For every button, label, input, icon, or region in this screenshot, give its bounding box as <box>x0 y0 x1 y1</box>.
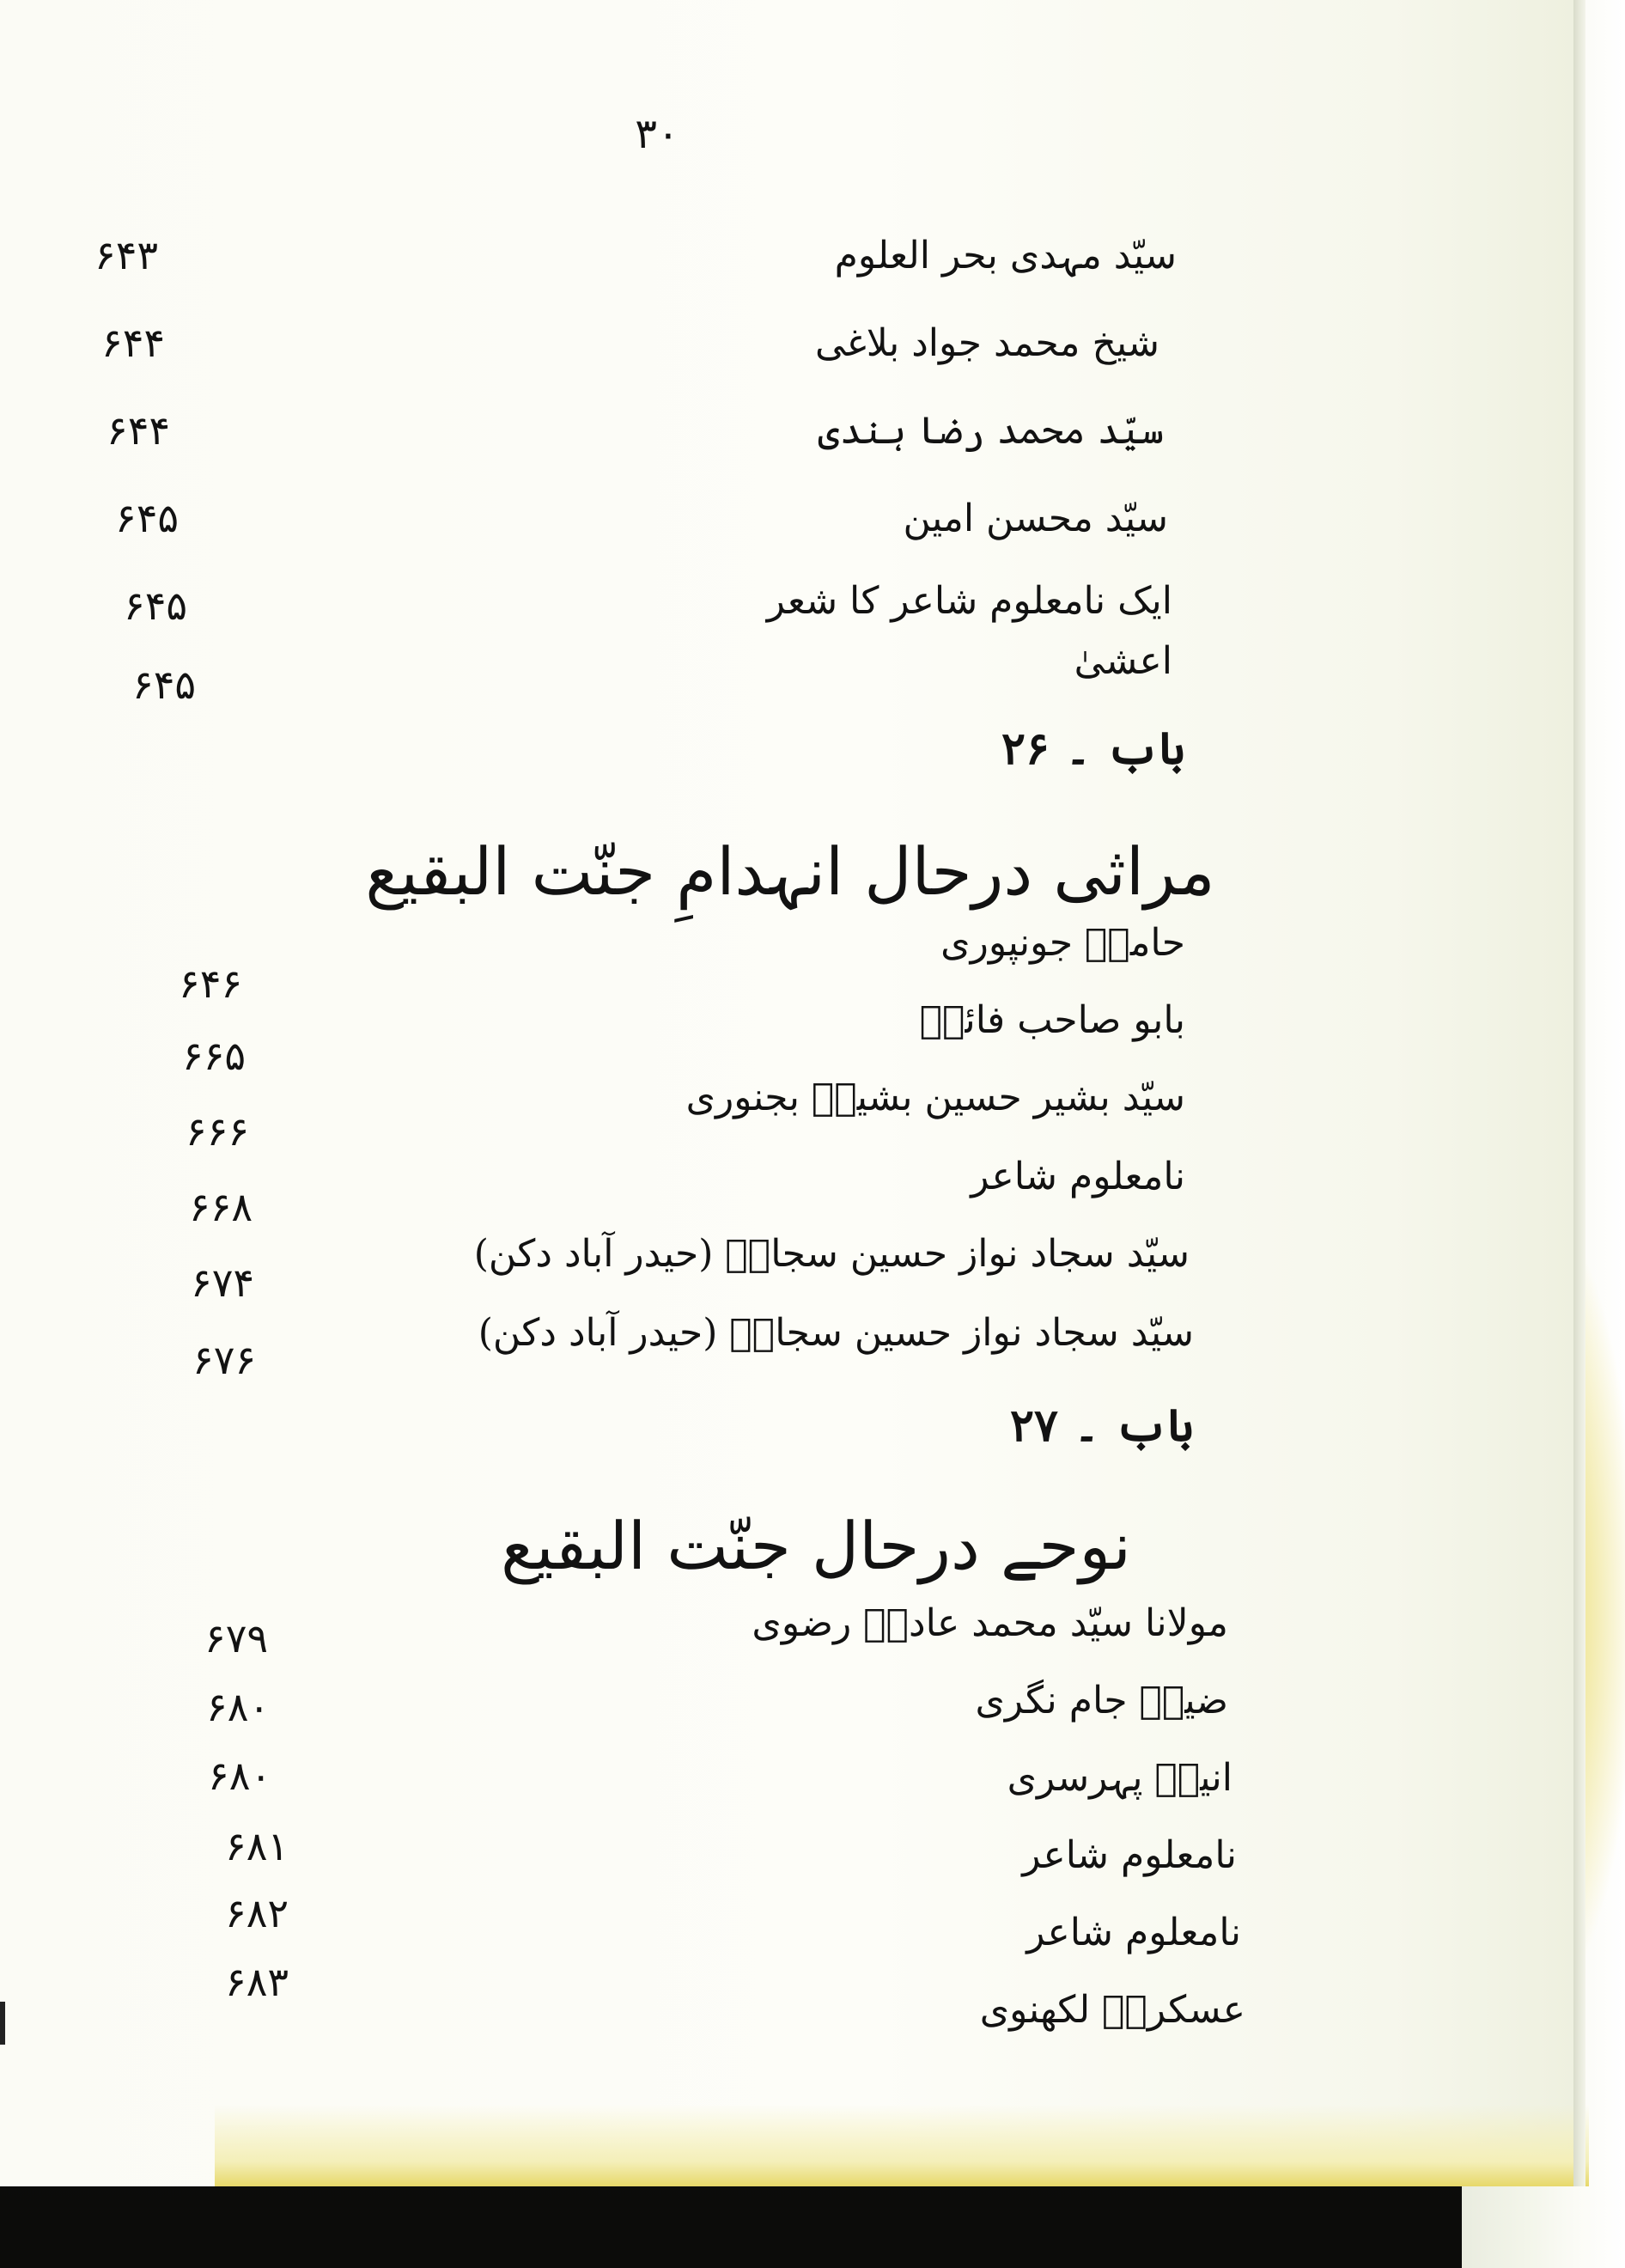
toc-entry-page: ۶۴۶ <box>179 960 243 1007</box>
chapter-label: باب ۔ ۲۶ <box>1001 722 1185 775</box>
chapter-heading: نوحے درحال جنّت البقیع <box>501 1508 1131 1584</box>
margin-mark <box>0 2002 5 2045</box>
toc-entry-page: ۶۶۶ <box>186 1108 250 1155</box>
toc-entry-page: ۶۷۶ <box>192 1337 257 1383</box>
toc-entry-page: ۶۶۸ <box>189 1184 253 1230</box>
toc-entry-title: اعشیٰ <box>1074 639 1172 683</box>
toc-entry-page: ۶۴۴ <box>107 407 171 454</box>
toc-entry-page: ۶۴۵ <box>115 495 180 541</box>
toc-entry-page: ۶۸۰ <box>208 1753 272 1799</box>
toc-entry-page: ۶۸۰ <box>206 1684 271 1730</box>
chapter-heading: مراثی درحال انہدامِ جنّت البقیع <box>365 833 1215 910</box>
toc-entry-page: ۶۶۵ <box>182 1033 246 1079</box>
toc-entry-title: سیّد مہدی بحر العلوم <box>834 234 1177 277</box>
page-spine-strip <box>1573 0 1585 2186</box>
toc-entry-page: ۶۷۹ <box>204 1615 269 1661</box>
toc-entry-page: ۶۸۳ <box>225 1959 289 2005</box>
toc-entry-title: عسکریؔ لکھنوی <box>979 1988 1245 2032</box>
page-bottom-edge <box>215 2105 1589 2186</box>
toc-entry-page: ۶۸۱ <box>225 1823 289 1869</box>
toc-entry-title: سیّد سجاد نواز حسین سجادؔ (حیدر آباد دکن) <box>478 1311 1194 1355</box>
toc-entry-title: انیسؔ پہرسری <box>1007 1756 1232 1800</box>
toc-entry-title: حامدؔ جونپوری <box>940 921 1185 965</box>
toc-entry-title: ایک نامعلوم شاعر کا شعر <box>766 579 1172 623</box>
toc-entry-page: ۶۴۳ <box>94 232 159 278</box>
chapter-label: باب ۔ ۲۷ <box>1010 1399 1194 1452</box>
toc-entry-title: سیّد محسن امین <box>903 497 1168 540</box>
toc-entry-title: مولانا سیّد محمد عادلؔ رضوی <box>752 1601 1228 1645</box>
page-number: ۳۰ <box>635 110 679 158</box>
toc-entry-title: نامعلوم شاعر <box>1022 1833 1237 1877</box>
toc-entry-title: ضیاؔ جام نگری <box>975 1679 1228 1722</box>
toc-entry-title: سیّد محمد رضا ہندی <box>818 409 1164 453</box>
toc-entry-page: ۶۴۴ <box>101 320 166 366</box>
toc-entry-title: نامعلوم شاعر <box>1026 1911 1241 1954</box>
toc-entry-title: بابو صاحب فائقؔ <box>919 998 1185 1042</box>
toc-entry-title: نامعلوم شاعر <box>971 1155 1185 1198</box>
toc-entry-page: ۶۴۵ <box>132 662 197 708</box>
toc-entry-page: ۶۷۴ <box>191 1259 255 1306</box>
toc-entry-title: شیخ محمد جواد بلاغی <box>815 321 1159 365</box>
toc-entry-title: سیّد سجاد نواز حسین سجادؔ (حیدر آباد دکن) <box>473 1232 1190 1276</box>
toc-entry-page: ۶۸۲ <box>225 1890 289 1936</box>
toc-entry-title: سیّد بشیر حسین بشیرؔ بجنوری <box>685 1076 1185 1119</box>
toc-entry-page: ۶۴۵ <box>124 582 188 629</box>
